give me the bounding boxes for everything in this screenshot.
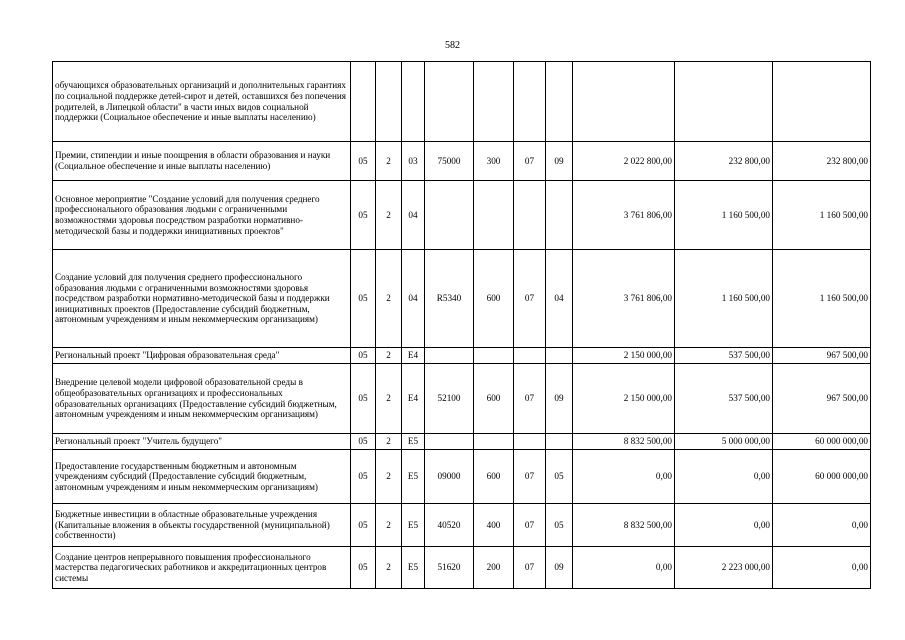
program-code (351, 62, 376, 142)
amount-1: 2 022 800,00 (573, 142, 675, 181)
amount-1 (573, 62, 675, 142)
direction-code (425, 434, 474, 450)
program-code: 05 (351, 348, 376, 364)
amount-1: 8 832 500,00 (573, 504, 675, 547)
row-name: Бюджетные инвестиции в областные образовательные учреждения (Капитальные вложения в объекты государственной (муниципальной) собственности) (53, 504, 351, 547)
subprogram-code: 2 (376, 348, 402, 364)
program-code: 05 (351, 434, 376, 450)
table-row (53, 142, 871, 181)
amount-2 (675, 62, 773, 142)
expense-type-code: 300 (474, 142, 514, 181)
direction-code: 52100 (425, 364, 474, 434)
activity-code: 03 (402, 142, 425, 181)
row-name: Создание центров непрерывного повышения профессионального мастерства педагогических работников и аккредитационных центров системы (53, 547, 351, 589)
row-name: обучающихся образовательных организаций и дополнительных гарантиях по социальной поддержке детей-сирот и детей, оставшихся без попечения родителей, в Липецкой области" в части иных видов социальной поддержки (Социальное обеспечение и иные выплаты населению) (53, 62, 351, 142)
subsection-code (546, 348, 573, 364)
amount-1: 3 761 806,00 (573, 181, 675, 250)
amount-2: 537 500,00 (675, 348, 773, 364)
amount-3: 967 500,00 (773, 364, 871, 434)
section-code (514, 62, 546, 142)
subprogram-code: 2 (376, 142, 402, 181)
program-code: 05 (351, 547, 376, 589)
direction-code: 75000 (425, 142, 474, 181)
program-code: 05 (351, 181, 376, 250)
amount-2: 232 800,00 (675, 142, 773, 181)
row-name: Премии, стипендии и иные поощрения в области образования и науки (Социальное обеспечение и иные выплаты населению) (53, 142, 351, 181)
subprogram-code: 2 (376, 547, 402, 589)
table-row (53, 434, 871, 450)
direction-code: 09000 (425, 450, 474, 504)
subprogram-code: 2 (376, 181, 402, 250)
activity-code: E5 (402, 450, 425, 504)
table-row (53, 348, 871, 364)
amount-2: 0,00 (675, 504, 773, 547)
table-row (53, 181, 871, 250)
page-number: 582 (445, 40, 460, 51)
row-name: Основное мероприятие "Создание условий для получения среднего профессионального образования людьми с ограниченными возможностями здоровья посредством разработки нормативно-методической базы и поддержки инициативных проектов" (53, 181, 351, 250)
subprogram-code: 2 (376, 504, 402, 547)
amount-2: 5 000 000,00 (675, 434, 773, 450)
row-name: Предоставление государственным бюджетным и автономным учреждениям субсидий (Предоставление субсидий бюджетным, автономным учреждениям и иным некоммерческим организациям) (53, 450, 351, 504)
expense-type-code (474, 348, 514, 364)
amount-3: 967 500,00 (773, 348, 871, 364)
expense-type-code (474, 434, 514, 450)
amount-1: 2 150 000,00 (573, 364, 675, 434)
program-code: 05 (351, 450, 376, 504)
subsection-code (546, 181, 573, 250)
row-name: Внедрение целевой модели цифровой образовательной среды в общеобразовательных организациях и профессиональных образовательных организациях (Предоставление субсидий бюджетным, автономным учреждениям и иным некоммерческим организациям) (53, 364, 351, 434)
direction-code (425, 62, 474, 142)
direction-code: 51620 (425, 547, 474, 589)
direction-code (425, 348, 474, 364)
row-name: Создание условий для получения среднего профессионального образования людьми с ограниченными возможностями здоровья посредством разработки нормативно-методической базы и поддержки инициативных проектов (Предоставление субсидий бюджетным, автономным учреждениям и иным некоммерческим организациям) (53, 250, 351, 348)
expense-type-code: 600 (474, 364, 514, 434)
activity-code: E5 (402, 434, 425, 450)
subsection-code: 09 (546, 142, 573, 181)
table-row (53, 62, 871, 142)
subprogram-code: 2 (376, 450, 402, 504)
activity-code: E4 (402, 348, 425, 364)
direction-code (425, 181, 474, 250)
table-row (53, 450, 871, 504)
amount-3 (773, 62, 871, 142)
activity-code: E5 (402, 504, 425, 547)
amount-1: 8 832 500,00 (573, 434, 675, 450)
program-code: 05 (351, 364, 376, 434)
program-code: 05 (351, 504, 376, 547)
expense-type-code: 400 (474, 504, 514, 547)
amount-2: 2 223 000,00 (675, 547, 773, 589)
section-code: 07 (514, 547, 546, 589)
budget-table (52, 61, 871, 589)
amount-2: 1 160 500,00 (675, 181, 773, 250)
subprogram-code (376, 62, 402, 142)
amount-3: 0,00 (773, 547, 871, 589)
program-code: 05 (351, 142, 376, 181)
section-code: 07 (514, 250, 546, 348)
activity-code: 04 (402, 250, 425, 348)
section-code (514, 434, 546, 450)
expense-type-code: 600 (474, 250, 514, 348)
subprogram-code: 2 (376, 364, 402, 434)
amount-3: 232 800,00 (773, 142, 871, 181)
section-code: 07 (514, 504, 546, 547)
activity-code: E5 (402, 547, 425, 589)
subsection-code: 05 (546, 450, 573, 504)
subsection-code: 04 (546, 250, 573, 348)
amount-1: 0,00 (573, 450, 675, 504)
subsection-code: 09 (546, 547, 573, 589)
table-row (53, 504, 871, 547)
amount-3: 0,00 (773, 504, 871, 547)
subsection-code: 09 (546, 364, 573, 434)
subsection-code: 05 (546, 504, 573, 547)
section-code: 07 (514, 142, 546, 181)
subprogram-code: 2 (376, 250, 402, 348)
row-name: Региональный проект "Цифровая образовательная среда" (53, 348, 351, 364)
amount-3: 1 160 500,00 (773, 250, 871, 348)
subprogram-code: 2 (376, 434, 402, 450)
expense-type-code: 600 (474, 450, 514, 504)
row-name: Региональный проект "Учитель будущего" (53, 434, 351, 450)
table-row (53, 364, 871, 434)
section-code (514, 181, 546, 250)
amount-1: 0,00 (573, 547, 675, 589)
expense-type-code (474, 62, 514, 142)
expense-type-code: 200 (474, 547, 514, 589)
subsection-code (546, 434, 573, 450)
activity-code (402, 62, 425, 142)
activity-code: E4 (402, 364, 425, 434)
section-code (514, 348, 546, 364)
expense-type-code (474, 181, 514, 250)
amount-3: 1 160 500,00 (773, 181, 871, 250)
amount-2: 537 500,00 (675, 364, 773, 434)
amount-3: 60 000 000,00 (773, 450, 871, 504)
table-row (53, 250, 871, 348)
amount-1: 3 761 806,00 (573, 250, 675, 348)
section-code: 07 (514, 364, 546, 434)
direction-code: 40520 (425, 504, 474, 547)
amount-1: 2 150 000,00 (573, 348, 675, 364)
subsection-code (546, 62, 573, 142)
table-row (53, 547, 871, 589)
amount-3: 60 000 000,00 (773, 434, 871, 450)
direction-code: R5340 (425, 250, 474, 348)
amount-2: 1 160 500,00 (675, 250, 773, 348)
program-code: 05 (351, 250, 376, 348)
amount-2: 0,00 (675, 450, 773, 504)
activity-code: 04 (402, 181, 425, 250)
section-code: 07 (514, 450, 546, 504)
